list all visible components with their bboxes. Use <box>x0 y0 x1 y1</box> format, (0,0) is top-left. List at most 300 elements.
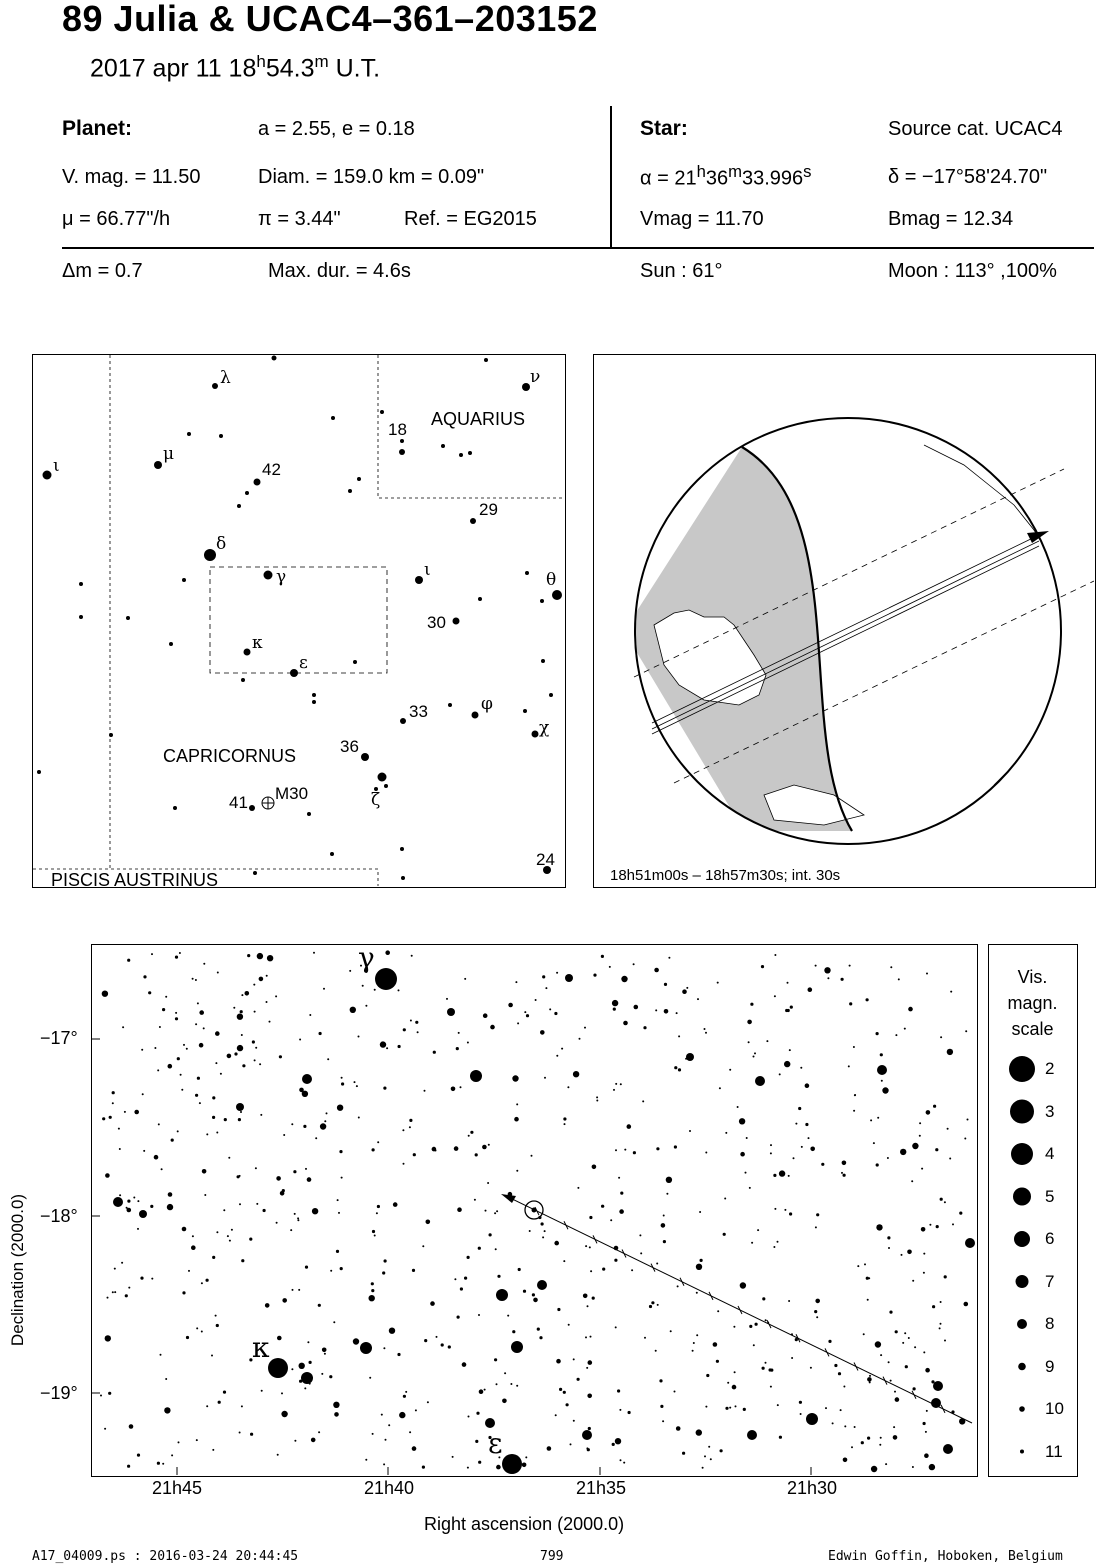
field-star <box>168 1064 173 1069</box>
field-star <box>212 1096 215 1099</box>
field-star <box>808 1137 810 1139</box>
y-axis-label: Declination (2000.0) <box>8 1193 27 1347</box>
field-star <box>157 1462 160 1465</box>
field-star <box>215 1315 217 1317</box>
field-star <box>324 1120 326 1122</box>
field-star <box>218 1401 221 1404</box>
field-star <box>912 1280 914 1282</box>
field-star <box>518 1268 521 1271</box>
field-star <box>411 955 413 957</box>
field-star <box>385 1439 387 1441</box>
field-star <box>177 1130 179 1132</box>
field-star <box>224 1118 227 1121</box>
field-star <box>619 1209 624 1214</box>
field-star <box>203 1027 205 1029</box>
scale-dot-mag-2 <box>1009 1056 1035 1082</box>
field-star <box>873 1142 875 1144</box>
scale-label: 7 <box>1045 1271 1055 1291</box>
field-star <box>876 1032 879 1035</box>
field-star <box>294 1440 296 1442</box>
finder-star <box>244 649 251 656</box>
field-star <box>921 1168 923 1170</box>
field-star <box>256 1203 258 1205</box>
field-star <box>612 1000 618 1006</box>
field-star <box>137 1228 139 1230</box>
finder-star <box>525 571 529 575</box>
field-star <box>496 1383 498 1385</box>
field-star <box>468 1416 470 1418</box>
field-star <box>365 1459 367 1461</box>
field-star <box>333 1321 335 1323</box>
field-star <box>462 1362 467 1367</box>
field-star <box>128 1287 130 1289</box>
field-star <box>751 1242 753 1244</box>
field-star <box>770 1386 772 1388</box>
field-star-bright <box>470 1070 482 1082</box>
field-star <box>523 1290 526 1293</box>
field-star <box>898 978 900 980</box>
finder-star <box>400 718 406 724</box>
field-star <box>644 1337 646 1339</box>
field-star <box>452 1456 454 1458</box>
finder-star <box>109 733 113 737</box>
finder-star <box>357 477 361 481</box>
field-star <box>877 1117 879 1119</box>
star-epsilon-cap <box>502 1454 522 1474</box>
field-star <box>105 1335 111 1341</box>
finder-star <box>254 479 261 486</box>
track-time-tick <box>825 1348 829 1356</box>
label-41: 41 <box>229 793 248 812</box>
field-star-bright <box>877 1065 887 1075</box>
planet-diameter: Diam. = 159.0 km = 0.09" <box>258 166 485 188</box>
field-star <box>126 1207 128 1209</box>
field-star <box>182 1227 187 1232</box>
field-star <box>216 1231 218 1233</box>
finder-star <box>312 693 316 697</box>
field-star <box>299 1088 304 1093</box>
field-star <box>774 1208 776 1210</box>
field-star <box>433 1051 436 1054</box>
field-star <box>871 1466 877 1472</box>
field-star <box>851 1446 853 1448</box>
field-star <box>371 1289 374 1292</box>
field-star <box>755 1323 758 1326</box>
scale-label: 3 <box>1045 1101 1055 1121</box>
field-star <box>291 1123 293 1125</box>
star-kappa-cap <box>268 1358 288 1378</box>
finder-chart-svg <box>33 355 564 886</box>
label-18: 18 <box>388 420 407 439</box>
field-star-bright <box>302 1074 312 1084</box>
field-star <box>593 974 596 977</box>
field-star <box>318 1431 320 1433</box>
field-star <box>374 989 376 991</box>
field-star <box>696 1429 702 1435</box>
field-star <box>841 1172 843 1174</box>
finder-star <box>378 773 387 782</box>
field-star <box>514 1117 519 1122</box>
field-star <box>857 1265 859 1267</box>
finder-star <box>459 453 463 457</box>
antarctica-landmass <box>764 785 864 825</box>
field-star <box>655 1009 657 1011</box>
field-star <box>793 1157 795 1159</box>
finder-star <box>401 876 405 880</box>
field-star <box>808 987 813 992</box>
field-star-bright <box>747 1430 757 1440</box>
field-star <box>749 1325 752 1328</box>
planet-reference: Ref. = EG2015 <box>404 208 537 230</box>
field-star <box>195 979 197 981</box>
field-star <box>700 1259 703 1262</box>
field-star <box>412 1269 415 1272</box>
field-star <box>191 1245 196 1250</box>
footer-number: 799 <box>540 1549 564 1564</box>
field-star <box>467 1256 470 1259</box>
field-star <box>654 968 659 973</box>
field-star <box>854 1094 856 1096</box>
field-star <box>237 1045 243 1051</box>
field-star <box>805 1123 808 1126</box>
track-direction-arrow-icon <box>501 1194 516 1203</box>
field-star <box>589 1246 591 1248</box>
field-star <box>448 1345 451 1348</box>
field-star <box>649 1305 652 1308</box>
field-star <box>427 1401 429 1403</box>
field-star <box>556 1055 558 1057</box>
field-star <box>292 1289 294 1291</box>
field-star <box>749 1187 751 1189</box>
field-star <box>573 1071 579 1077</box>
field-star <box>196 1439 198 1441</box>
finder-star <box>448 703 452 707</box>
track-time-tick <box>593 1235 597 1243</box>
field-star <box>388 1424 390 1426</box>
field-star <box>283 1134 285 1136</box>
field-star <box>476 1412 479 1415</box>
field-star <box>815 965 817 967</box>
field-star <box>102 1117 105 1120</box>
field-star <box>842 1161 847 1166</box>
field-star <box>234 1052 237 1055</box>
field-star <box>254 1059 256 1061</box>
field-star <box>389 1328 395 1334</box>
field-star <box>620 1459 622 1461</box>
field-star <box>791 1357 793 1359</box>
field-star <box>114 1268 116 1270</box>
label-kappa: κ <box>252 633 263 653</box>
field-star <box>398 989 400 991</box>
field-star <box>620 1083 622 1085</box>
field-star <box>801 1146 803 1148</box>
field-star <box>624 1149 626 1151</box>
finder-star <box>330 852 334 856</box>
field-star <box>478 1461 481 1464</box>
field-star <box>281 1392 283 1394</box>
field-star <box>708 1446 710 1448</box>
field-star <box>299 1363 305 1369</box>
field-star <box>372 1148 375 1151</box>
field-star <box>905 1365 908 1368</box>
field-star <box>324 1353 326 1355</box>
field-star <box>789 1212 792 1215</box>
field-star <box>415 1409 417 1411</box>
field-star <box>293 1170 296 1173</box>
field-star <box>659 1379 662 1382</box>
field-star <box>470 1131 473 1134</box>
field-star <box>716 1360 719 1363</box>
field-star <box>415 1021 418 1024</box>
field-star <box>735 1405 737 1407</box>
field-star <box>105 1173 110 1178</box>
field-star <box>381 1414 383 1416</box>
scale-label: 5 <box>1045 1186 1055 1206</box>
field-star <box>816 1316 818 1318</box>
field-star <box>382 1271 385 1274</box>
field-star <box>628 1411 631 1414</box>
field-star <box>881 1080 883 1082</box>
field-star <box>825 1407 827 1409</box>
americas-coastline <box>924 445 1064 575</box>
field-star <box>554 1241 559 1246</box>
field-star <box>740 1152 745 1157</box>
finder-star <box>472 712 479 719</box>
finder-star <box>249 805 255 811</box>
field-star <box>192 1235 194 1237</box>
field-star <box>240 1010 243 1013</box>
table-divider-horizontal <box>62 247 1094 249</box>
field-star <box>266 1001 268 1003</box>
field-star <box>180 1074 182 1076</box>
field-star <box>779 1436 782 1439</box>
finder-star <box>484 358 488 362</box>
scale-dot-mag-5 <box>1013 1188 1031 1206</box>
field-star <box>750 1003 753 1006</box>
finder-star <box>549 693 553 697</box>
field-star <box>183 1044 185 1046</box>
max-duration: Max. dur. = 4.6s <box>268 260 411 282</box>
field-star <box>713 1342 718 1347</box>
field-star <box>743 1408 746 1411</box>
field-star <box>482 1145 487 1150</box>
finder-star <box>353 660 357 664</box>
finder-star <box>79 615 83 619</box>
field-star <box>924 1453 929 1458</box>
globe-svg <box>594 355 1094 886</box>
label-aquarius: AQUARIUS <box>431 409 526 429</box>
field-star <box>729 1407 731 1409</box>
field-star <box>239 1203 241 1205</box>
label-33: 33 <box>409 702 428 721</box>
field-star <box>524 1011 526 1013</box>
star-heading: Star: <box>640 117 688 140</box>
field-star <box>383 1463 385 1465</box>
field-star <box>430 1301 435 1306</box>
field-star-bright <box>933 1381 943 1391</box>
field-star <box>372 1230 375 1233</box>
field-star <box>485 1210 487 1212</box>
field-star <box>770 1152 772 1154</box>
field-star <box>112 1291 114 1293</box>
field-star <box>369 1377 371 1379</box>
field-star <box>895 1397 900 1402</box>
field-star <box>564 1123 566 1125</box>
field-star <box>660 1405 663 1408</box>
field-star <box>545 987 547 989</box>
field-star <box>739 1118 745 1124</box>
field-star <box>341 1082 344 1085</box>
sun-elongation: Sun : 61° <box>640 260 723 282</box>
field-star <box>151 953 153 955</box>
field-star <box>201 1331 203 1333</box>
field-star <box>238 1118 241 1121</box>
label-36: 36 <box>340 737 359 756</box>
label-phi: φ <box>481 694 493 714</box>
finder-star <box>264 571 273 580</box>
field-star-bright <box>447 1008 455 1016</box>
field-star <box>275 995 277 997</box>
label-lambda: λ <box>220 368 231 388</box>
bright-stars <box>268 968 522 1474</box>
field-star <box>374 1235 376 1237</box>
field-star <box>577 1187 579 1189</box>
field-star <box>474 1199 476 1201</box>
field-star <box>923 1253 925 1255</box>
field-star <box>950 991 952 993</box>
field-star <box>277 1454 279 1456</box>
field-star <box>168 1192 173 1197</box>
field-star-bright <box>755 1076 765 1086</box>
finder-star <box>470 518 476 524</box>
field-star <box>664 1009 669 1014</box>
field-star <box>816 1213 819 1216</box>
field-star <box>336 1250 339 1253</box>
field-star <box>682 1452 685 1455</box>
field-star <box>677 1285 679 1287</box>
field-star <box>725 1407 728 1410</box>
field-star <box>160 1354 162 1356</box>
field-star <box>157 1069 159 1071</box>
asteroid-track <box>501 1194 972 1423</box>
scale-title-3: scale <box>1011 1019 1054 1039</box>
field-star <box>154 1155 159 1160</box>
field-star <box>532 1293 535 1296</box>
field-star <box>397 1353 400 1356</box>
field-star <box>643 1026 646 1029</box>
field-star <box>297 1219 299 1221</box>
field-star <box>544 1230 546 1232</box>
earth-globe-panel <box>593 354 1096 888</box>
field-star <box>250 1433 253 1436</box>
field-star <box>177 1057 180 1060</box>
field-star <box>119 1194 121 1196</box>
constellation-boundaries <box>33 355 564 886</box>
field-star <box>926 1110 931 1115</box>
field-star <box>720 1449 723 1452</box>
field-star <box>692 1350 694 1352</box>
field-star <box>596 1100 598 1102</box>
field-star <box>178 1441 180 1443</box>
field-star-bright <box>686 1053 694 1061</box>
x-tick-label: 21h35 <box>576 1478 627 1498</box>
field-star <box>933 1105 936 1108</box>
field-star <box>522 1463 527 1468</box>
field-star <box>559 1388 562 1391</box>
field-star <box>935 1148 938 1151</box>
field-star <box>241 1034 243 1036</box>
field-star <box>670 1330 672 1332</box>
field-star <box>880 1354 882 1356</box>
field-star <box>912 1143 918 1149</box>
field-star <box>925 1431 927 1433</box>
finder-star <box>532 731 539 738</box>
field-star <box>409 1431 411 1433</box>
field-star <box>590 1270 592 1272</box>
label-kappa-detail: κ <box>252 1331 270 1364</box>
field-star <box>496 1465 501 1470</box>
field-star <box>276 1176 281 1181</box>
field-star <box>602 1268 605 1271</box>
field-star <box>940 1323 942 1325</box>
field-star <box>621 976 627 982</box>
field-star <box>585 1245 587 1247</box>
track-time-tick <box>680 1278 684 1286</box>
field-star <box>547 1446 552 1451</box>
field-star <box>424 1339 427 1342</box>
track-time-tick <box>941 1405 945 1413</box>
field-star <box>577 1378 580 1381</box>
field-star <box>464 978 466 980</box>
field-star <box>143 1150 145 1152</box>
field-star <box>875 1341 881 1347</box>
field-star <box>212 1256 215 1259</box>
field-star <box>159 1026 161 1028</box>
star-gamma-cap <box>375 968 397 990</box>
field-star <box>544 1077 546 1079</box>
field-star <box>127 959 130 962</box>
field-star <box>231 1229 233 1231</box>
field-star <box>740 1282 746 1288</box>
scale-label: 4 <box>1045 1144 1055 1163</box>
field-star <box>124 1111 126 1113</box>
field-star <box>914 1346 916 1348</box>
x-tick-label: 21h30 <box>787 1478 838 1498</box>
field-star <box>109 1116 112 1119</box>
globe-caption: 18h51m00s – 18h57m30s; int. 30s <box>610 867 841 884</box>
field-star-bright <box>511 1341 523 1353</box>
field-star <box>535 999 537 1001</box>
scale-label: 11 <box>1045 1441 1063 1461</box>
finder-star <box>237 504 241 508</box>
field-star <box>704 1028 706 1030</box>
field-star <box>215 1062 217 1064</box>
finder-star <box>523 709 527 713</box>
finder-star <box>453 618 460 625</box>
field-star <box>615 1438 621 1444</box>
field-star <box>125 1294 128 1297</box>
field-star <box>154 1047 156 1049</box>
field-star <box>294 1213 296 1215</box>
finder-star <box>400 847 404 851</box>
planet-heading: Planet: <box>62 117 133 140</box>
field-star <box>161 1168 163 1170</box>
field-star <box>265 1303 270 1308</box>
field-star <box>633 1151 636 1154</box>
finder-star <box>400 439 404 443</box>
x-axis-label: Right ascension (2000.0) <box>424 1514 625 1534</box>
scale-label: 9 <box>1045 1356 1055 1376</box>
